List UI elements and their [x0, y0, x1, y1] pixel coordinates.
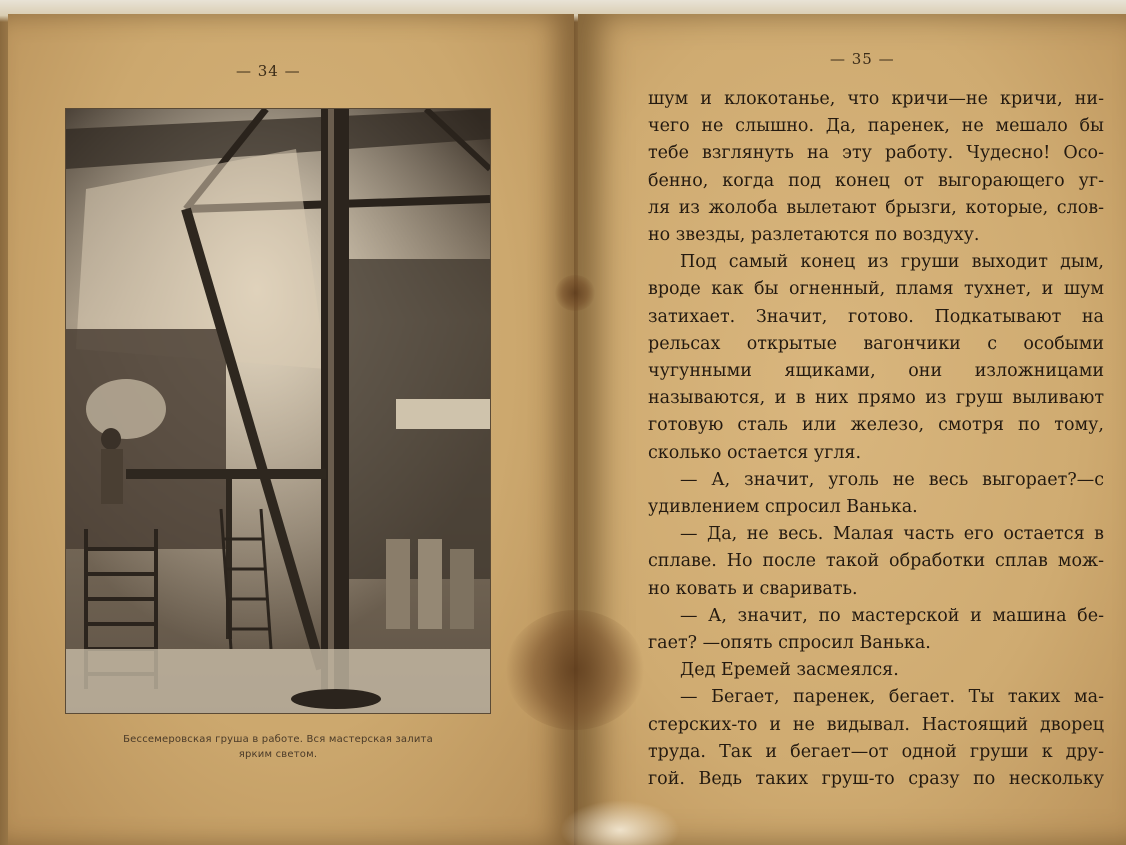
- text-line: сплаве. Но после такой обработки сплав мож-: [648, 551, 1104, 572]
- text-line: ля из жолоба вылетают брызги, которые, слов-: [648, 197, 1104, 218]
- text-line: — А, значит, по мастерской и машина бе-: [680, 605, 1104, 626]
- text-line: Дед Еремей засмеялся.: [680, 660, 899, 681]
- text-line: чугунными ящиками, они изложницами: [648, 361, 1104, 382]
- text-line: бенно, когда под конец от выгорающего уг-: [648, 170, 1104, 191]
- text-line: сколько остается угля.: [648, 442, 862, 463]
- text-line: но ковать и сваривать.: [648, 578, 858, 599]
- text-line: чего не слышно. Да, паренек, не мешало бы: [648, 116, 1104, 137]
- text-line: — Да, не весь. Малая часть его остается в: [680, 524, 1104, 545]
- text-line: гой. Ведь таких груш-то сразу по нескольку: [648, 769, 1104, 790]
- right-page: [578, 14, 1126, 845]
- paper-stain: [505, 610, 645, 730]
- text-line: — Бегает, паренек, бегает. Ты таких ма-: [680, 687, 1104, 708]
- text-line: труда. Так и бегает—от одной груши к дру-: [648, 741, 1104, 762]
- illustration-caption: [66, 732, 490, 762]
- text-line: удивлением спросил Ванька.: [648, 497, 918, 518]
- text-line: — А, значит, уголь не весь выгорает?—с: [680, 469, 1104, 490]
- illustration-drawing: [66, 109, 490, 713]
- text-line: тебе взглянуть на эту работу. Чудесно! Осо-: [648, 143, 1104, 164]
- page-text: [648, 86, 1104, 793]
- text-line: называются, и в них прямо из груш выливают: [648, 388, 1104, 409]
- right-page-number: — 35 —: [830, 50, 895, 68]
- caption-line-2: ярким светом.: [238, 749, 318, 760]
- caption-line-1: Бессемеровская груша в работе. Вся мастерская залита: [123, 734, 433, 745]
- text-line: готовую сталь или железо, смотря по тому,: [648, 415, 1104, 436]
- text-line: вроде как бы огненный, пламя тухнет, и шум: [648, 279, 1104, 300]
- paper-stain: [555, 275, 595, 311]
- text-line: стерских-то и не видывал. Настоящий дворец: [648, 714, 1104, 735]
- left-page-number: — 34 —: [236, 62, 301, 80]
- text-line: затихает. Значит, готово. Подкатывают на: [648, 306, 1104, 327]
- light-glare: [560, 800, 680, 845]
- text-line: шум и клокотанье, что кричи—не кричи, ни-: [648, 89, 1104, 109]
- text-line: но звезды, разлетаются по воздуху.: [648, 225, 980, 246]
- text-line: рельсах открытые вагончики с особыми: [648, 333, 1104, 354]
- text-line: Под самый конец из груши выходит дым,: [680, 252, 1104, 273]
- left-page: [8, 14, 574, 845]
- workshop-illustration: [66, 109, 490, 713]
- text-line: гает? —опять спросил Ванька.: [648, 633, 931, 654]
